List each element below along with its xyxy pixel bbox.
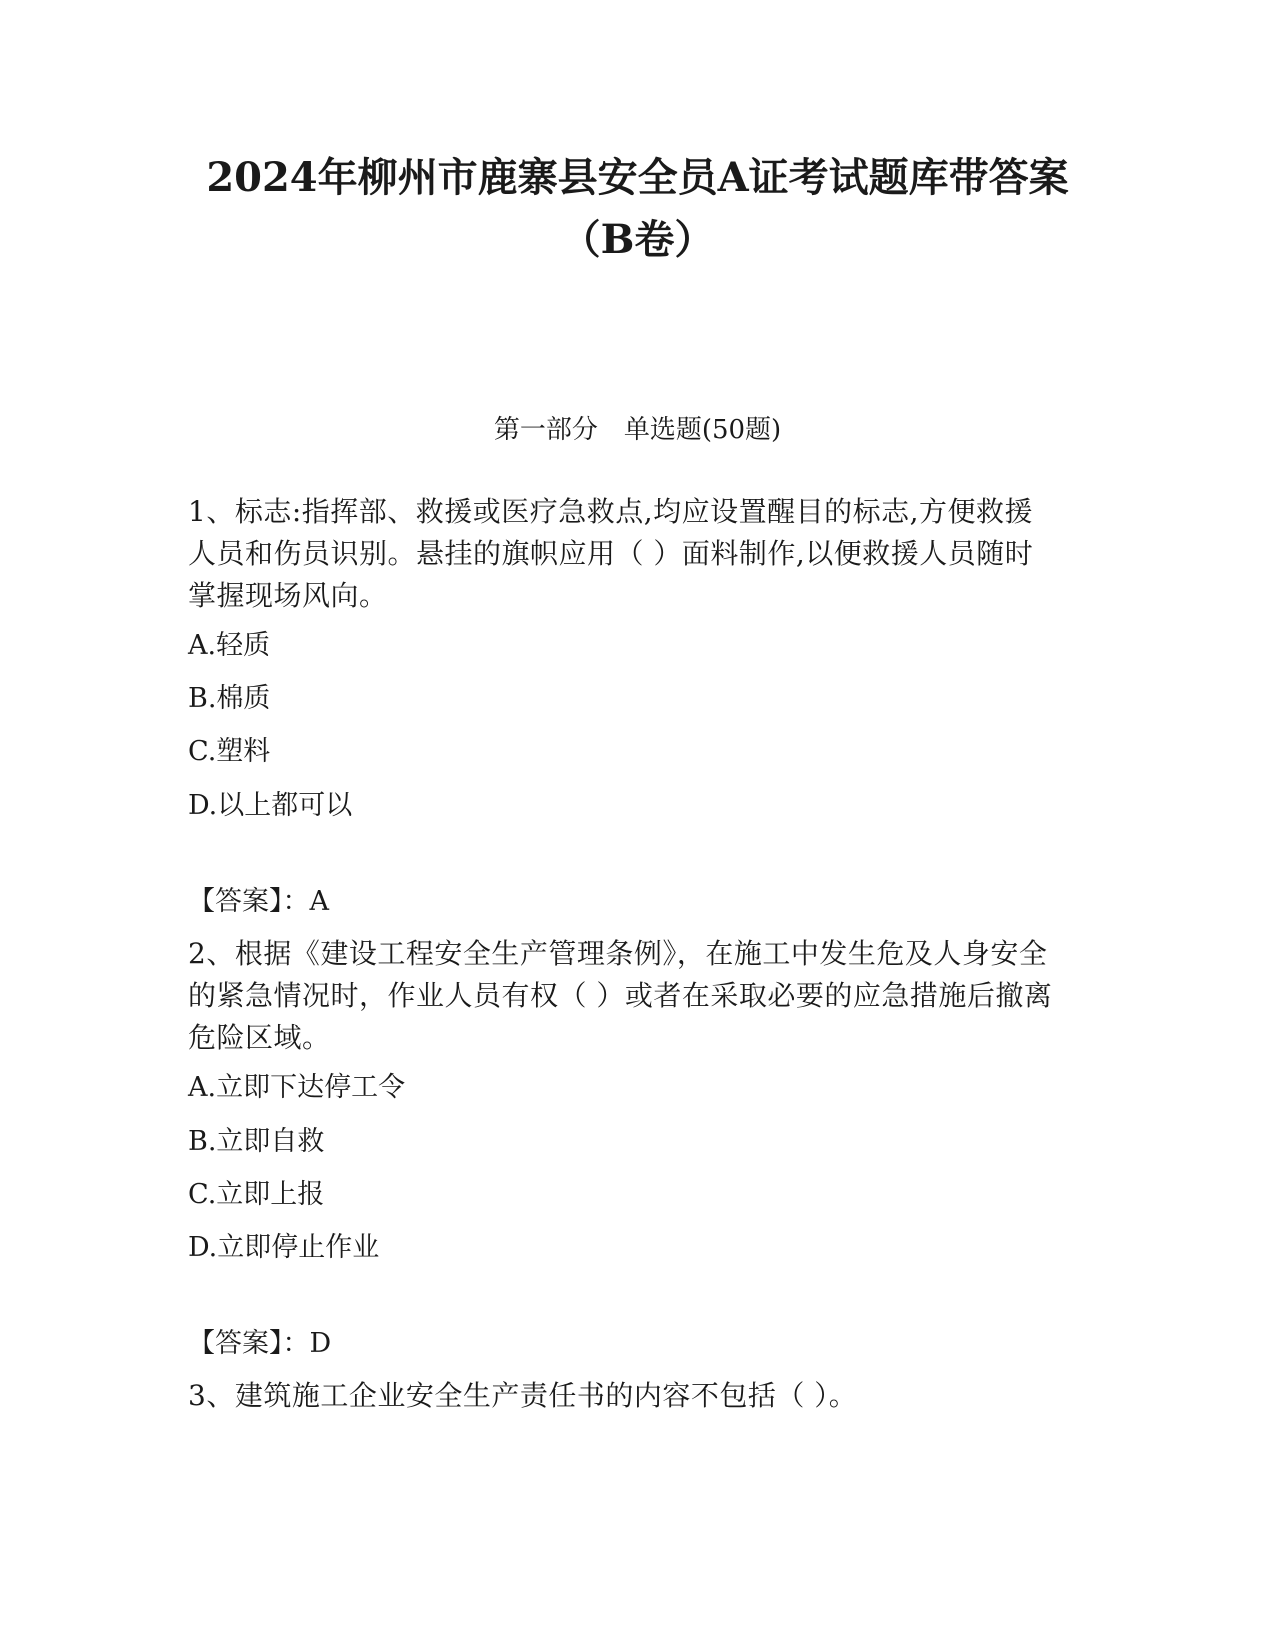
document-title-line-1: 2024年柳州市鹿寨县安全员A证考试题库带答案 <box>206 154 1069 201</box>
question-1-option-a: A.轻质 <box>188 630 271 661</box>
question-2-line-3: 危险区域。 <box>188 1021 331 1054</box>
question-1-option-d: D.以上都可以 <box>188 790 353 821</box>
question-2-option-a: A.立即下达停工令 <box>188 1072 406 1103</box>
question-3-line-1: 3、建筑施工企业安全生产责任书的内容不包括（ ）。 <box>188 1379 858 1412</box>
question-2-answer: 【答案】：D <box>188 1328 332 1359</box>
question-1-answer: 【答案】：A <box>188 886 329 917</box>
question-1-line-1: 1、标志:指挥部、救援或医疗急救点,均应设置醒目的标志,方便救援 <box>188 495 1034 528</box>
question-2-option-d: D.立即停止作业 <box>188 1232 380 1263</box>
question-1-line-3: 掌握现场风向。 <box>188 579 388 612</box>
document-title-line-2: （B卷） <box>560 216 715 263</box>
question-2-option-c: C.立即上报 <box>188 1179 325 1210</box>
question-1-option-b: B.棉质 <box>188 683 271 714</box>
question-1-line-2: 人员和伤员识别。悬挂的旗帜应用（ ）面料制作,以便救援人员随时 <box>188 537 1034 570</box>
question-1-option-c: C.塑料 <box>188 736 271 767</box>
question-2-option-b: B.立即自救 <box>188 1126 325 1157</box>
question-2-line-2: 的紧急情况时，作业人员有权（ ）或者在采取必要的应急措施后撤离 <box>188 979 1053 1012</box>
question-2-line-1: 2、根据《建设工程安全生产管理条例》，在施工中发生危及人身安全 <box>188 937 1048 970</box>
section-heading: 第一部分 单选题(50题) <box>493 415 782 445</box>
